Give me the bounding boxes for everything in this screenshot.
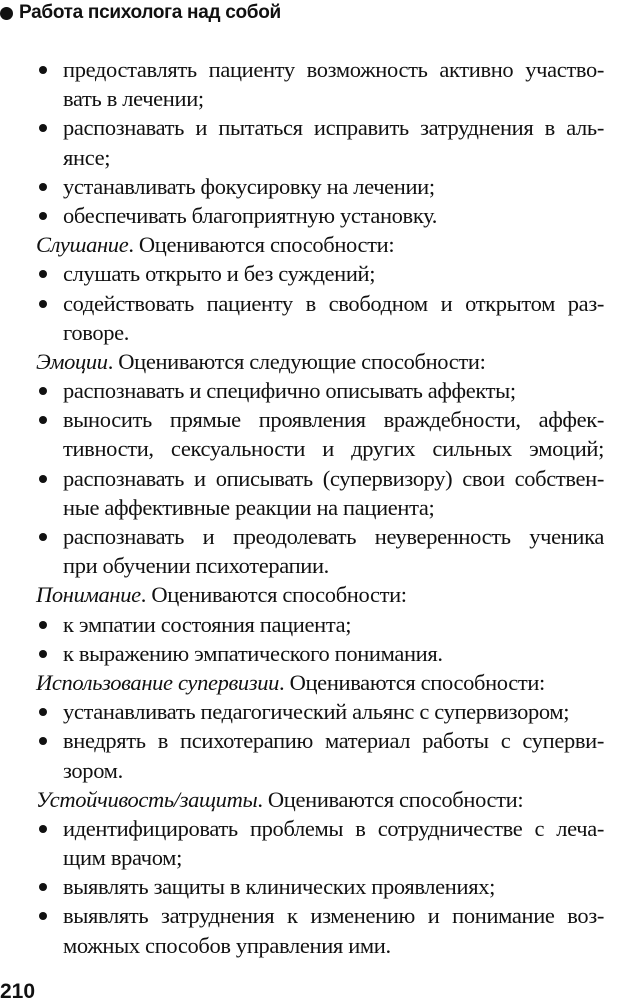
- bullet-icon: [39, 212, 47, 220]
- section-heading-supervision: [36, 668, 604, 697]
- list-item: [36, 289, 604, 318]
- list-item-text: обеспечивать благоприятную установку.: [63, 202, 437, 228]
- bullet-icon: [39, 475, 47, 483]
- list-item-text: идентифицировать проблемы в сотрудничестве с леча-: [63, 815, 604, 841]
- list-item-text: содействовать пациенту в свободном и открытом раз-: [63, 290, 604, 316]
- bullet-icon: [39, 737, 47, 745]
- list-item-continuation: янсе;: [63, 144, 111, 170]
- list-item-text: устанавливать педагогический альянс с супервизором;: [63, 699, 570, 725]
- list-item-text: выносить прямые проявления враждебности, аффек-: [63, 407, 604, 433]
- list-item: [36, 376, 604, 405]
- list-item: [36, 610, 604, 639]
- bullet-icon: [39, 300, 47, 308]
- section-intro: . Оцениваются способности:: [257, 786, 524, 812]
- section-heading-understanding: [36, 580, 604, 609]
- list-item: [36, 405, 604, 434]
- list-item-continuation: щим врачом;: [63, 845, 182, 871]
- section-heading-emotions: [36, 347, 604, 376]
- list-item: [36, 697, 604, 726]
- list-item: [36, 872, 604, 901]
- list-item-text: выявлять затруднения к изменению и понимание воз-: [63, 903, 604, 929]
- section-heading-resilience: [36, 785, 604, 814]
- list-item-continuation: ные аффективные реакции на пациента;: [63, 494, 435, 520]
- list-item: [36, 814, 604, 843]
- bullet-icon: [39, 708, 47, 716]
- header-bullet-icon: [0, 7, 13, 20]
- list-item-continuation: можных способов управления ими.: [63, 932, 391, 958]
- list-item-continuation: зором.: [63, 757, 123, 783]
- bullet-icon: [39, 621, 47, 629]
- list-item: [36, 464, 604, 493]
- list-item: [36, 113, 604, 142]
- section-heading-listening: [36, 230, 604, 259]
- list-item: [36, 901, 604, 930]
- bullet-icon: [39, 387, 47, 395]
- list-item-continuation: говоре.: [63, 319, 130, 345]
- list-item: [36, 55, 604, 84]
- list-item-text: распознавать и описывать (супервизору) свои собствен-: [63, 465, 604, 491]
- list-item: [36, 522, 604, 551]
- section-title: Использование супервизии: [36, 669, 280, 695]
- list-item: [36, 201, 604, 230]
- bullet-icon: [39, 416, 47, 424]
- bullet-icon: [39, 650, 47, 658]
- list-item-continuation: при обучении психотерапии.: [63, 553, 329, 579]
- section-intro: . Оцениваются способности:: [140, 582, 407, 608]
- section-title: Эмоции: [36, 348, 108, 374]
- bullet-icon: [39, 183, 47, 191]
- header-title: Работа психолога над собой: [19, 2, 281, 23]
- list-item: [36, 259, 604, 288]
- page-body: [36, 55, 604, 960]
- list-item-text: распознавать и пытаться исправить затруднения в аль-: [63, 115, 604, 141]
- bullet-icon: [39, 883, 47, 891]
- running-header: [0, 2, 281, 24]
- section-title: Понимание: [36, 582, 141, 608]
- list-item: [36, 726, 604, 755]
- list-item: [36, 172, 604, 201]
- list-item-text: распознавать и преодолевать неуверенность ученика: [63, 524, 604, 549]
- bullet-icon: [39, 124, 47, 132]
- list-item-continuation: тивности, сексуальности и других сильных эмоций;: [63, 436, 604, 462]
- section-intro: . Оцениваются следующие способности:: [107, 348, 486, 374]
- section-title: Устойчивость/защиты: [36, 786, 258, 812]
- bullet-icon: [39, 825, 47, 833]
- bullet-icon: [39, 66, 47, 74]
- list-item-text: к эмпатии состояния пациента;: [63, 611, 352, 637]
- list-item-text: выявлять защиты в клинических проявлениях;: [63, 874, 495, 900]
- list-item-text: слушать открыто и без суждений;: [63, 261, 376, 287]
- list-item-continuation: вать в лечении;: [63, 86, 204, 112]
- list-item-text: внедрять в психотерапию материал работы с суперви-: [63, 728, 604, 754]
- bullet-icon: [39, 533, 47, 541]
- list-item-text: устанавливать фокусировку на лечении;: [63, 173, 435, 199]
- list-item-text: к выражению эмпатического понимания.: [63, 640, 443, 666]
- section-intro: . Оцениваются способности:: [279, 669, 545, 695]
- section-title: Слушание: [36, 232, 129, 258]
- list-item-text: предоставлять пациенту возможность активно участво-: [63, 57, 604, 82]
- list-item-text: распознавать и специфично описывать аффекты;: [63, 378, 516, 404]
- section-intro: . Оцениваются способности:: [128, 232, 395, 258]
- bullet-icon: [39, 270, 47, 278]
- bullet-icon: [39, 912, 47, 920]
- list-item: [36, 639, 604, 668]
- page-number: 210: [0, 980, 36, 1003]
